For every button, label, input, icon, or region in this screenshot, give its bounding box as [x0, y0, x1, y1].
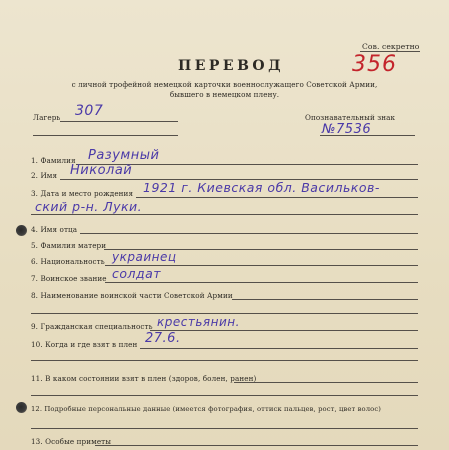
field-rank-label: 7. Воинское звание	[31, 274, 107, 283]
tag-label: Опознавательный знак	[305, 113, 396, 122]
field-unit-line-2	[31, 313, 418, 314]
field-nationality-value: украинец	[112, 250, 177, 264]
field-birth-label: 3. Дата и место рождения	[31, 189, 134, 198]
field-condition-line-2	[31, 395, 418, 396]
field-captured-line	[140, 348, 418, 349]
field-marks-label: 13. Особые приметы	[31, 437, 112, 446]
punch-hole-bottom	[16, 402, 27, 413]
field-surname-value: Разумный	[88, 148, 160, 163]
field-personal-data-line	[31, 428, 418, 429]
tag-value: №7536	[322, 122, 372, 137]
field-birth-value: 1921 г. Киевская обл. Васильков-	[143, 180, 380, 195]
field-birth-value-2: ский р-н. Луки.	[35, 199, 143, 214]
field-birth-line-2	[31, 214, 418, 215]
field-personal-data-label: 12. Подробные персональные данные (имеется фотография, оттиск пальцев, рост, цвет волос)	[31, 405, 382, 413]
field-mother-label: 5. Фамилия матери	[31, 241, 107, 250]
field-captured-label: 10. Когда и где взят в плен	[31, 340, 138, 349]
field-unit-line	[232, 299, 418, 300]
document-subtitle-2: бывшего в немецком плену.	[169, 90, 280, 99]
document-subtitle-1: с личной трофейной немецкой карточки военнослужащего Советской Армии,	[71, 80, 378, 89]
punch-hole-top	[16, 225, 27, 236]
field-birth-line	[136, 197, 418, 198]
field-name-label: 2. Имя	[31, 171, 58, 180]
field-condition-line	[234, 382, 418, 383]
field-father-line	[80, 233, 418, 234]
field-condition-label: 11. В каком состоянии взят в плен (здоров, болен, ранен)	[31, 374, 257, 383]
field-rank-line	[105, 282, 418, 283]
field-father-label: 4. Имя отца	[31, 225, 78, 234]
field-unit-label: 8. Наименование воинской части Советской Армии	[31, 291, 233, 300]
field-name-value: Николай	[70, 163, 133, 178]
field-nationality-label: 6. Национальность	[31, 257, 105, 266]
red-number: 356	[352, 52, 397, 77]
field-profession-value: крестьянин.	[157, 315, 240, 329]
field-surname-label: 1. Фамилия	[31, 156, 76, 165]
field-profession-label: 9. Гражданская специальность	[31, 322, 153, 331]
document-title: ПЕРЕВОД	[178, 58, 285, 74]
camp-line	[60, 121, 178, 122]
secret-stamp: Сов. секретно	[362, 42, 420, 51]
field-profession-line	[150, 330, 418, 331]
camp-value: 307	[75, 103, 104, 119]
field-rank-value: солдат	[112, 266, 162, 281]
field-marks-line	[95, 445, 418, 446]
camp-label: Лагерь	[33, 113, 61, 122]
field-captured-line-2	[31, 360, 418, 361]
field-captured-value: 27.6.	[145, 331, 181, 346]
camp-extra-line	[33, 135, 178, 136]
